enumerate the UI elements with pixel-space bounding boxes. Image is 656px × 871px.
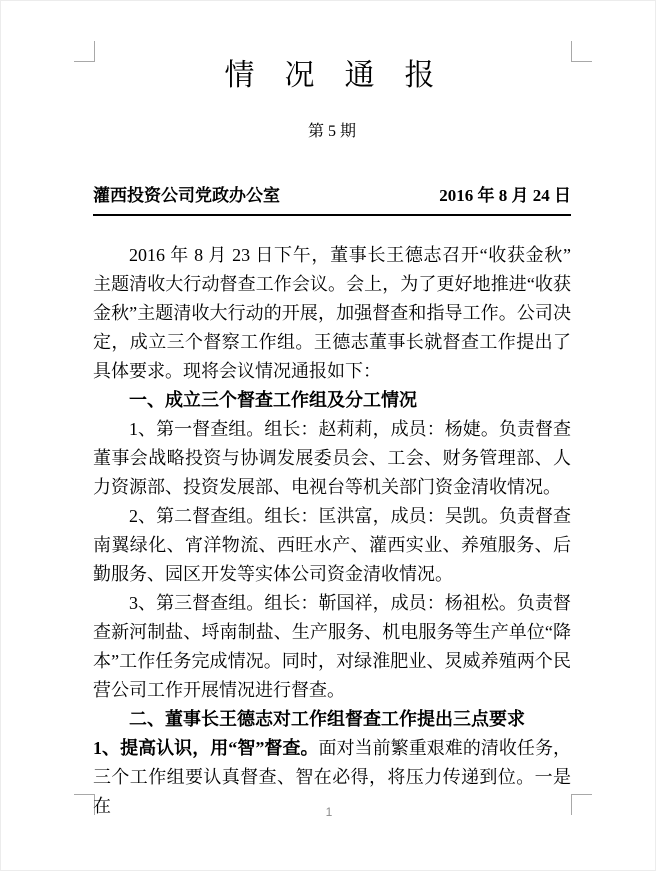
document-title: 情 况 通 报 xyxy=(224,59,440,92)
paragraph-text: 2016 年 8 月 23 日下午，董事长王德志召开“收获金秋”主题清收大行动督查工作会议。会上，为了更好地推进“收获金秋”主题清收大行动的开展，加强督查和指导工作。公司决定，成立三个督察工作组。王德志董事长就督查工作提出了具体要求。现将会议情况通报如下： xyxy=(93,245,571,381)
paragraph-text: 面对当前繁重艰难的清收任务，三个工作组要认真督查、智在必得，将压力传递到位。一是在 xyxy=(93,738,572,816)
paragraph xyxy=(93,241,571,386)
issue-number: 第 5 期 xyxy=(307,123,356,140)
paragraph xyxy=(93,502,571,589)
paragraph-text: 2、第二督查组。组长：匡洪富，成员：吴凯。负责督查南翼绿化、宵洋物流、西旺水产、灌西实业、养殖服务、后勤服务、园区开发等实体公司资金清收情况。 xyxy=(93,506,571,584)
paragraph-text: 3、第三督查组。组长：靳国祥，成员：杨祖松。负责督查新河制盐、埒南制盐、生产服务、机电服务等生产单位“降本”工作任务完成情况。同时，对绿淮肥业、炅威养殖两个民营公司工作开展情况进行督查。 xyxy=(93,593,571,700)
issue-date: 2016 年 8 月 24 日 xyxy=(439,186,571,205)
paragraph xyxy=(93,415,571,502)
paragraph-text: 一、成立三个督查工作组及分工情况 xyxy=(129,390,417,410)
document-body xyxy=(93,241,571,821)
issuing-office: 灌西投资公司党政办公室 xyxy=(93,186,280,205)
page-number: 1 xyxy=(325,805,333,819)
paragraph-text: 二、董事长王德志对工作组督查工作提出三点要求 xyxy=(129,709,525,729)
paragraph-lead: 1、提高认识，用“智”督查。 xyxy=(93,738,319,758)
paragraph xyxy=(93,589,571,705)
masthead xyxy=(93,186,571,216)
section-heading xyxy=(93,386,571,415)
margin-mark-top-right xyxy=(571,41,592,62)
paragraph-text: 1、第一督查组。组长：赵莉莉，成员：杨婕。负责督查董事会战略投资与协调发展委员会、工会、财务管理部、人力资源部、投资发展部、电视台等机关部门资金清收情况。 xyxy=(93,419,571,497)
section-heading xyxy=(93,705,571,734)
margin-mark-top-left xyxy=(74,41,95,62)
document-content xyxy=(93,49,571,821)
